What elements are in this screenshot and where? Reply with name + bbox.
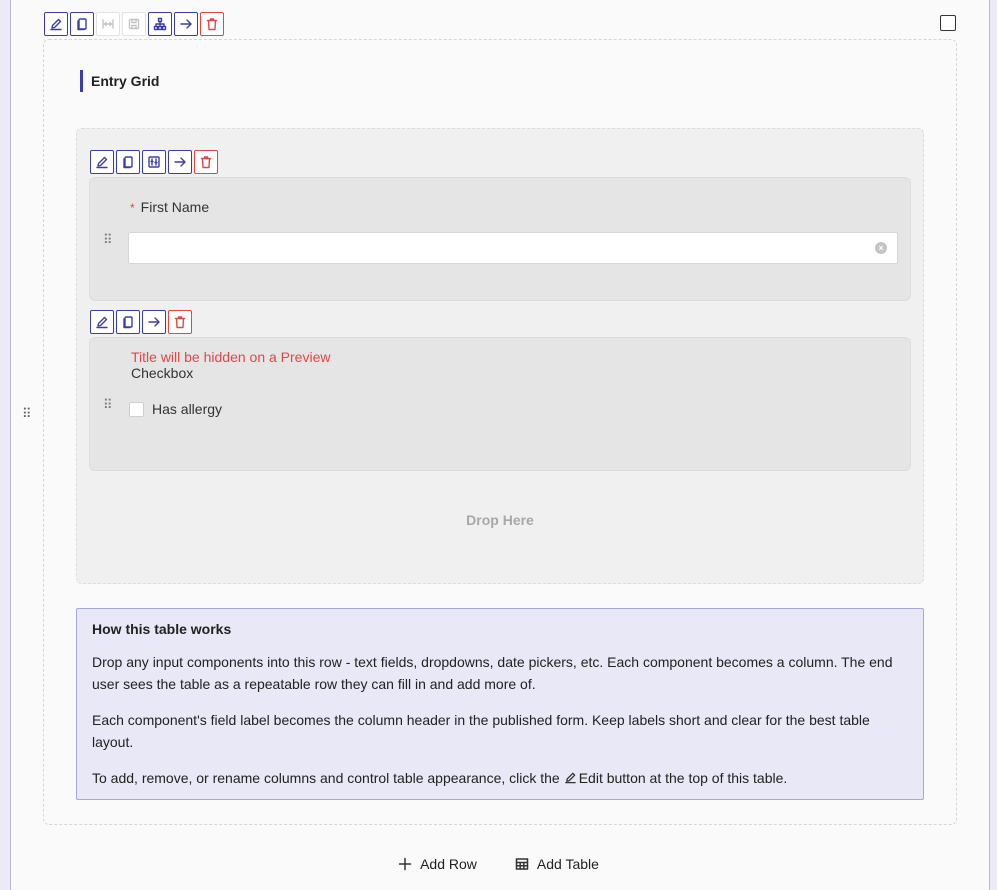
clear-icon[interactable]: × [875,242,887,254]
table-icon [515,857,529,871]
section-title: Entry Grid [80,70,159,92]
edit-button[interactable] [90,310,114,334]
settings-button[interactable] [142,150,166,174]
arrow-right-icon [147,315,161,329]
info-p3-end: Edit button at the top of this table. [578,770,788,786]
add-table-label: Add Table [536,856,599,872]
copy-icon [121,315,135,329]
info-heading: How this table works [92,621,232,637]
first-name-label [130,199,209,215]
preview-warning: Title will be hidden on a Preview [131,349,331,365]
pencil-icon [564,768,577,781]
copy-icon [75,17,89,31]
trash-icon [205,17,219,31]
copy-icon [121,155,135,169]
delete-button[interactable] [194,150,218,174]
trash-icon [199,155,213,169]
add-row-label: Add Row [420,856,477,872]
pencil-icon [95,155,109,169]
first-name-input[interactable] [128,232,898,264]
copy-button[interactable] [70,12,94,36]
move-button[interactable] [174,12,198,36]
sliders-icon [147,155,161,169]
edit-button[interactable] [90,150,114,174]
plus-icon [398,857,412,871]
first-name-label-text: First Name [140,199,210,215]
info-paragraph-1: Drop any input components into this row - text fields, dropdowns, date pickers, etc. Each component becomes a column. The end user sees the table as a repeatable row they can fill in and add more of. [92,654,893,692]
sitemap-icon [153,17,167,31]
bottom-actions [0,856,997,872]
add-table-button[interactable] [515,856,599,872]
copy-button[interactable] [116,150,140,174]
select-checkbox[interactable] [940,15,956,31]
pencil-icon [49,17,63,31]
copy-button[interactable] [116,310,140,334]
move-button[interactable] [142,310,166,334]
drag-handle-icon[interactable]: ⠿ [103,397,112,412]
drop-here-text: Drop Here [466,512,534,528]
delete-button[interactable] [200,12,224,36]
checkbox-title: Checkbox [131,365,194,381]
has-allergy-label: Has allergy [152,401,223,417]
resize-width-button[interactable] [96,12,120,36]
info-p3-start: To add, remove, or rename columns and control table appearance, click the [92,770,560,786]
pencil-icon [95,315,109,329]
resize-horizontal-icon [101,17,115,31]
arrow-right-icon [179,17,193,31]
edit-button[interactable] [44,12,68,36]
trash-icon [173,315,187,329]
add-row-button[interactable] [398,856,477,872]
has-allergy-checkbox[interactable] [129,402,144,417]
first-name-toolbar [90,150,218,174]
drag-handle-icon[interactable]: ⠿ [22,406,31,421]
table-toolbar [44,12,224,36]
structure-button[interactable] [148,12,172,36]
info-paragraph-3 [92,767,908,789]
arrow-right-icon [173,155,187,169]
drag-handle-icon[interactable]: ⠿ [103,232,112,247]
delete-button[interactable] [168,310,192,334]
move-button[interactable] [168,150,192,174]
info-panel [76,608,924,800]
save-template-button[interactable] [122,12,146,36]
info-paragraph-2: Each component's field label becomes the column header in the published form. Keep labels short and clear for the best table layout. [92,712,870,750]
save-icon [127,17,141,31]
required-marker: * [130,201,135,215]
checkbox-toolbar [90,310,192,334]
